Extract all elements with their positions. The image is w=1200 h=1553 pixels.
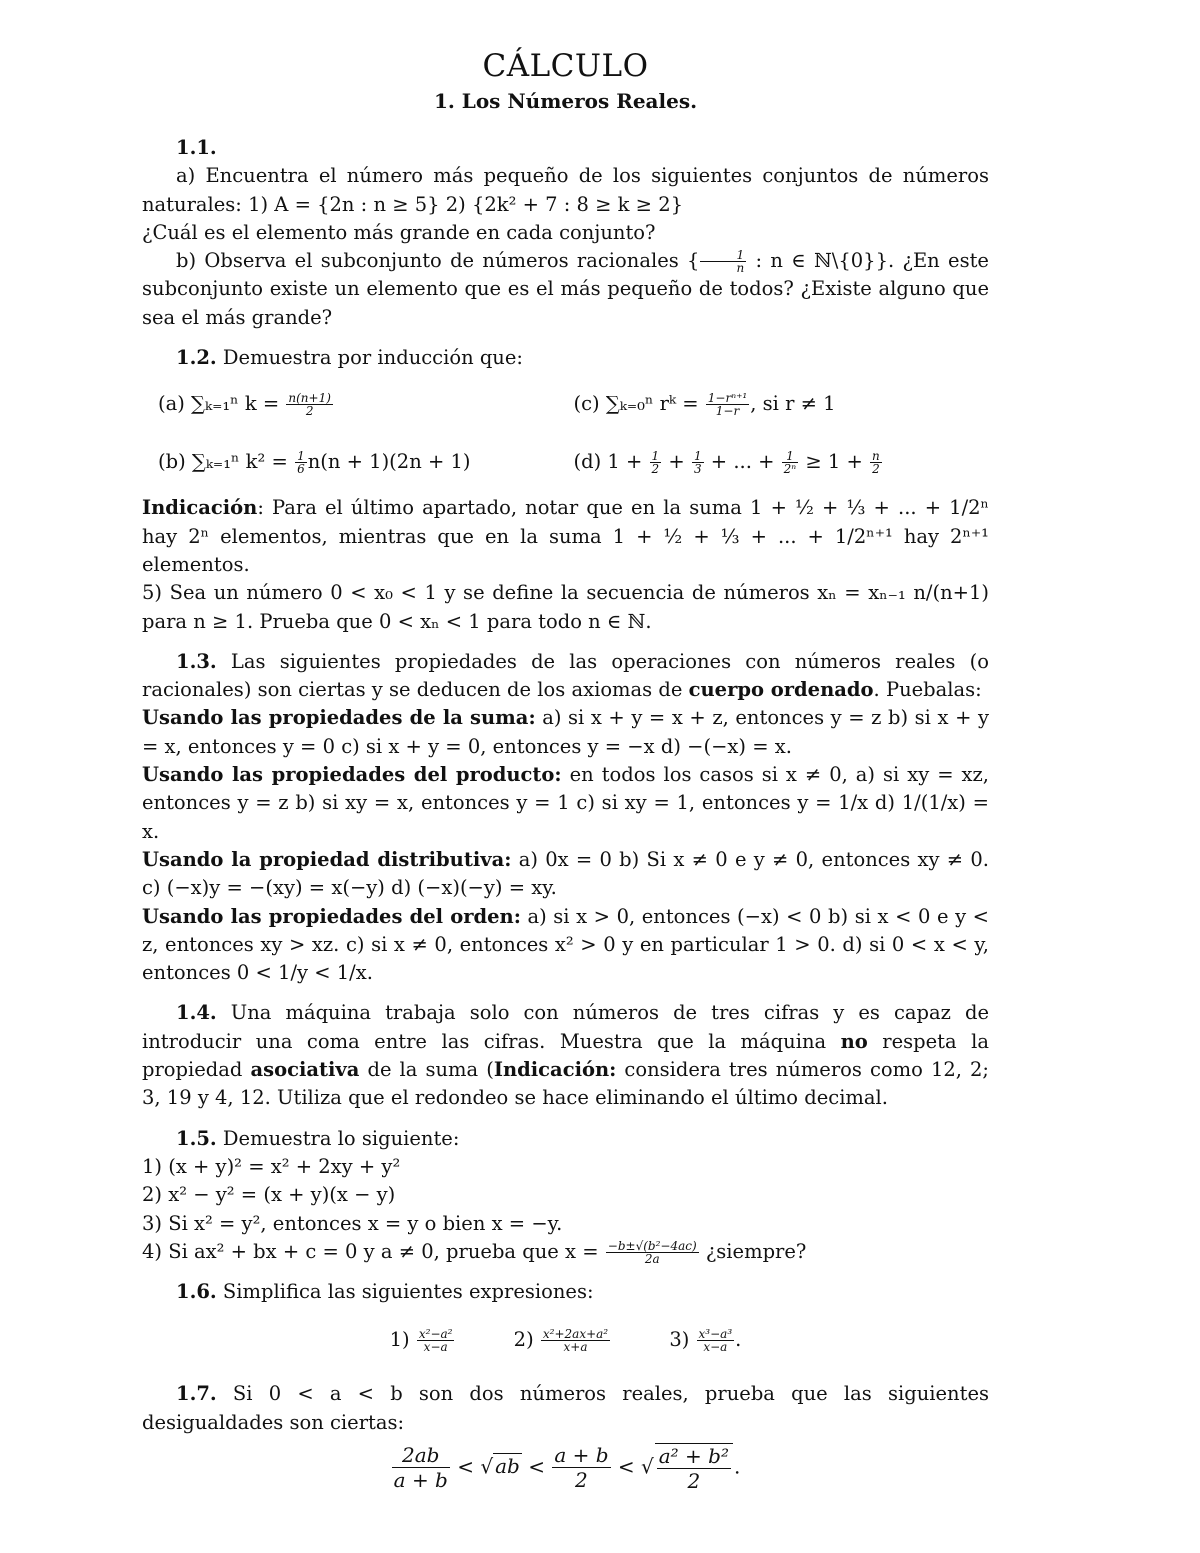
exercise-1-6-heading: 1.6. Simplifica las siguientes expresiones: [176,1280,594,1304]
chapter-heading: 1. Los Números Reales. [433,89,698,113]
exercise-1-5-item-1: 1) (x + y)² = x² + 2xy + y² [142,1154,401,1178]
formula-d: (d) 1 + $\frac{1}{2}$ + $\frac{1}{3}$ + ... + $\frac{1}{\text{2ⁿ}}$ ≥ 1 + $\frac{n}{2}$ [573,449,880,477]
distributive-properties: Usando la propiedad distributiva: a) 0x = 0 b) Si x ≠ 0 e y ≠ 0, entonces xy ≠ 0. c) (−x)y = −(xy) = x(−y) d) (−x)(−y) = xy. [142,847,989,900]
product-properties: Usando las propiedades del producto: en todos los casos si x ≠ 0, a) si xy = xz, entonces y = z b) si xy = x, entonces y = 1 c) si xy = 1, entonces y = 1/x d) 1/(1/x) = x. [142,763,989,843]
exercise-1-2-heading: 1.2. Demuestra por inducción que: [176,346,523,370]
expression-2: 2) $\frac{\text{x²+2ax+a²}}{x+a}$ [513,1327,609,1355]
expression-3: 3) $\frac{\text{x³−a³}}{x-a}$ . [669,1327,742,1355]
formula-c: (c) ∑ₖ₌₀ⁿ rᵏ = $\frac{\text{1−rⁿ⁺¹}}{1-r}$ , si r ≠ 1 [573,391,836,419]
exercise-1-5-item-3: 3) Si x² = y², entonces x = y o bien x = −y. [142,1211,563,1235]
order-properties: Usando las propiedades del orden: a) si x > 0, entonces (−x) < 0 b) si x < 0 e y < z, entonces xy > xz. c) si x ≠ 0, entonces x² > 0 y en particular 1 > 0. d) si 0 < x < y, entonces 0 < 1/y < 1/x. [142,904,989,985]
exercise-1-1-a: a) Encuentra el número más pequeño de los siguientes conjuntos de números naturales: 1) A = {2n : n ≥ 5} 2) {2k² + 7 : 8 ≥ k ≥ 2} [142,164,989,216]
page-title: CÁLCULO [482,48,649,84]
exercise-1-5-item-4: 4) Si ax² + bx + c = 0 y a ≠ 0, prueba que x = $\frac{\text{−b±√(b²−4ac)}}{2a}$ ¿siempre? [142,1238,807,1266]
exercise-1-3-heading: 1.3. Las siguientes propiedades de las operaciones con números reales (o racionales) son ciertas y se deducen de los axiomas de cuerpo ordenado. Puebalas: [142,649,989,702]
induction-formulas-2 [158,436,989,488]
exercise-1-5-heading: 1.5. Demuestra lo siguiente: [176,1126,460,1150]
expression-1: 1) $\frac{\text{x²−a²}}{x-a}$ [389,1327,453,1355]
exercise-1-1-a-question: ¿Cuál es el elemento más grande en cada conjunto? [142,220,656,244]
indication-paragraph: Indicación: Para el último apartado, notar que en la suma 1 + ½ + ⅓ + ... + 1/2ⁿ hay 2ⁿ elementos, mientras que en la suma 1 + ½ + ⅓ + ... + 1/2ⁿ⁺¹ hay 2ⁿ⁺¹ elementos. [142,496,989,576]
exercise-1-5-item-2: 2) x² − y² = (x + y)(x − y) [142,1183,396,1207]
exercise-1-2-item-5: 5) Sea un número 0 < x₀ < 1 y se define la secuencia de números xₙ = xₙ₋₁ n/(n+1) para n ≥ 1. Prueba que 0 < xₙ < 1 para todo n ∈ ℕ. [142,581,989,633]
mean-inequality: $\frac{2ab}{a + b}$ < √ ab < $\frac{a + b}{2}$ < √ $\frac{\text{a² + b²}}{2}$ . [393,1443,741,1493]
sum-properties: Usando las propiedades de la suma: a) si x + y = x + z, entonces y = z b) si x + y = x, entonces y = 0 c) si x + y = 0, entonces y = −x d) −(−x) = x. [142,706,989,758]
formula-b: (b) ∑ₖ₌₁ⁿ k² = $\frac{1}{6}$ n(n + 1)(2n + 1) [158,449,471,477]
document-page [142,44,989,1493]
exercise-1-4: 1.4. Una máquina trabaja solo con números de tres cifras y es capaz de introducir una coma entre las cifras. Muestra que la máquina no respeta la propiedad asociativa de la suma (Indicación: considera tres números como 12, 2; 3, 19 y 4, 12. Utiliza que el redondeo se hace eliminando el último decimal. [142,1001,989,1110]
exercise-1-1-heading: 1.1. [176,136,217,159]
induction-formulas [158,378,989,430]
formula-a: (a) ∑ₖ₌₁ⁿ k = $\frac{n(n+1)}{2}$ [158,391,331,419]
exercise-1-1-b: b) Observa el subconjunto de números racionales { $\frac{1}{n}$ : n ∈ ℕ\{0}}. ¿En este subconjunto existe un elemento que es el más pequeño de todos? ¿Existe alguno que sea el más grande? [142,248,989,329]
exercise-1-7: 1.7. Si 0 < a < b son dos números reales, prueba que las siguientes desigualdades son ciertas: [142,1382,989,1434]
expressions-to-simplify [142,1320,989,1360]
